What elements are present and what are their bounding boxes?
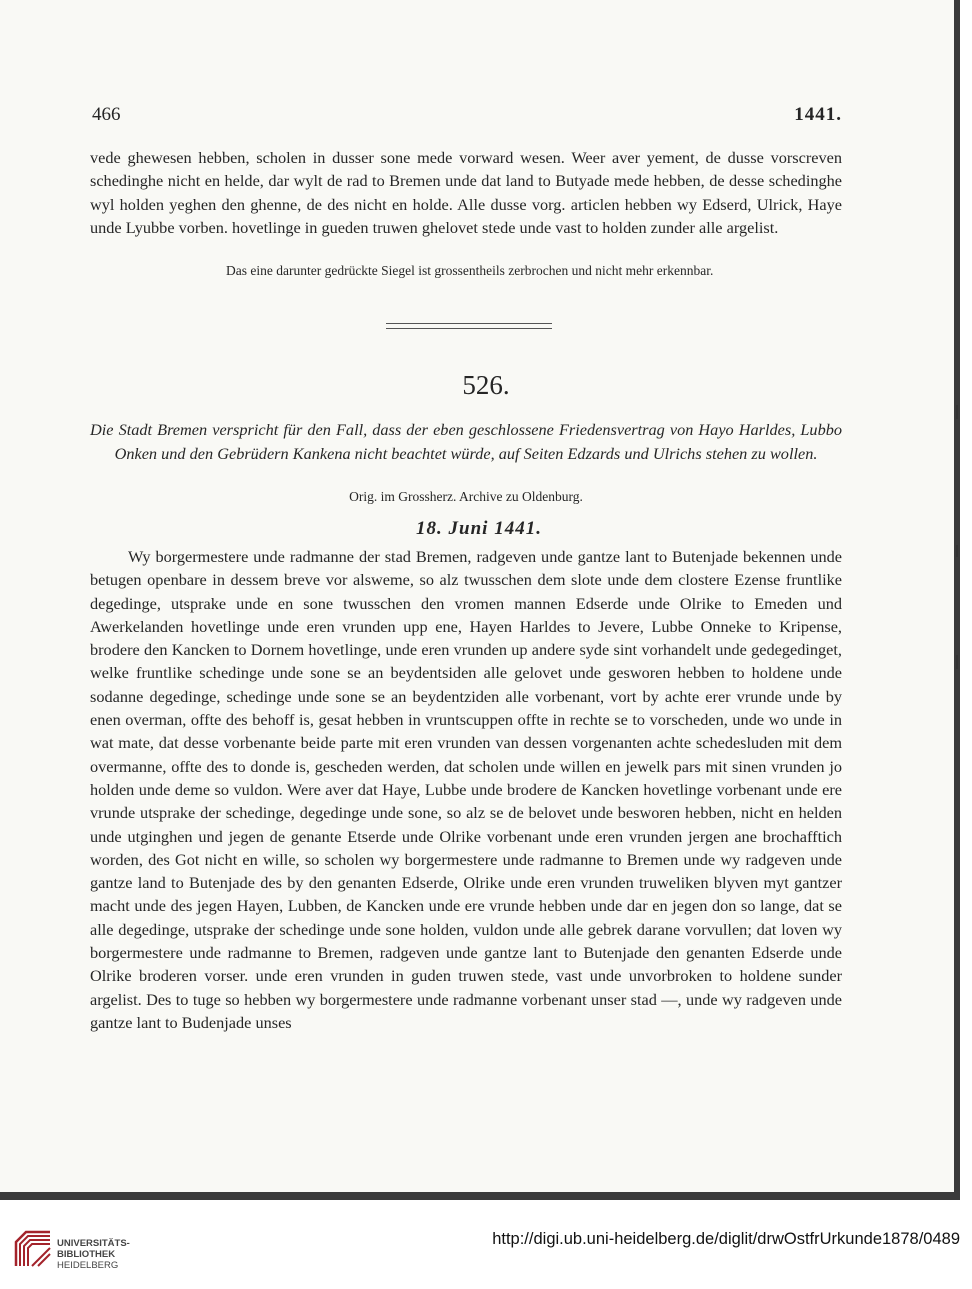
document-source: Orig. im Grossherz. Archive zu Oldenburg. — [349, 489, 583, 504]
university-library-logo-icon[interactable] — [12, 1228, 54, 1270]
scan-edge-mark — [956, 545, 958, 557]
seal-note: Das eine darunter gedrückte Siegel ist grossentheils zerbrochen und nicht mehr erkennbar. — [226, 263, 714, 278]
document-body — [90, 545, 842, 1034]
continuation-paragraph: vede ghewesen hebben, scholen in dusser sone mede vorward wesen. Weer aver yement, de dusse vorscreven schedinghe nicht en helde, dar wylt de rad to Bremen unde dat land to Butyade mede hebben, de desse schedinghe wyl holden yeghen den ghenne, de des nicht en holde. Alle dusse vorg. articlen hebben wy Edserd, Ulrick, Haye unde Lyubbe vorben. hovetlinge in gueden truwen ghelovet stede unde vast to holden zunder alle argelist. — [90, 148, 842, 237]
previous-document-ending — [90, 146, 842, 239]
scan-edge-mark — [956, 405, 958, 419]
library-name-line: UNIVERSITÄTS- — [57, 1238, 130, 1249]
body-paragraph: Wy borgermestere unde radmanne der stad Bremen, radgeven unde gantze lant to Butenjade bekennen unde betugen openbare in dessem breve vor alsweme, so alz twusschen dem slote unde dem clostere Ezense fruntlike degedinge, utsprake unde en sone twusschen den vromen mannen Edserde unde Olrike to Emeden und Awerkelanden hovetlinge unde eren vrunden upp ene, Hayen Harldes to Jevere, Lubbe Onneke to Kripense, brodere den Kancken to Dornem hovetlinge, unde eren vrunden up andere syde sint vorhandelt unde gedegedinget, welke fruntlike schedinge unde sone se an beydentsiden alle gelovet unde gesworen hebben to holdene unde sodanne degedinge, schedinge unde sone se an beydentziden alle vorbenant, vort by achte erer vrunde unde by enen overman, offte des behoff is, gesat hebben in vruntscuppen offte in rechte se to vorscheden, unde wo unde in wat mate, dat desse vorbenante beide parte mit eren vrunden van dessen vorgenanten achte schedesluden mit dem overmanne, offte des to donde is, gescheden werden, dat scholen unde willen en jewelk pars mit sinen vrunden jo holden unde deme so vuldon. Were aver dat Haye, Lubbe unde brodere de Kancken hovetlinge vorbenant unde ere vrunde utsprake der schedinge, degedinge unde sone, so alz se de belovet unde besworen hebben, nicht en helden unde utginghen und jegen de genante Etserde unde Olrike vorbenant unde eren vrunden jergen ane brochafftich worden, des Got nicht en wille, so scholen wy borgermestere unde radmanne to Bremen unde wy radgeven unde gantze land to Butenjade des by den genanten Edserde, Olrike unde eren vrunden truweliken blyven myt gantzer macht unde des jegen Hayen, Lubben, de Kancken unde ere vrunde hebben unde dar en jegen don so lange, dat se alle degedinge, utsprake der schedinge unde sone holden, vuldon unde alle gebrek darane vorvullen; dat loven wy borgermestere unde radmanne to Bremen, radgeven unde gantze lant to Butenjade den genanten Edserde unde Olrike broderen vorser. unde eren vrunden in guden truwen stede, vast unde unvorbroken to holdene sunder argelist. Des to tuge so hebben wy borgermestere unde radmanne vorbenant unser stad —, unde wy radgeven unde gantze lant to Budenjade unses — [90, 547, 842, 1032]
library-name-line: BIBLIOTHEK — [57, 1249, 116, 1260]
document-date: 18. Juni 1441. — [416, 518, 542, 539]
page-header — [92, 104, 842, 130]
section-divider — [386, 323, 552, 329]
library-name — [57, 1238, 130, 1271]
permalink-url[interactable]: http://digi.ub.uni-heidelberg.de/diglit/drwOstfrUrkunde1878/0489 — [492, 1230, 960, 1248]
document-number: 526. — [462, 370, 510, 400]
page-number: 466 — [92, 104, 121, 125]
running-year: 1441. — [794, 104, 842, 125]
viewer-footer — [0, 1210, 972, 1289]
document-summary: Die Stadt Bremen verspricht für den Fall, dass der eben geschlossene Friedensvertrag von Hayo Harldes, Lubbo Onken und den Gebrüdern Kankena nicht beachtet würde, auf Seiten Edzards und Ulrichs stehen zu wollen. — [90, 420, 842, 463]
library-name-line: HEIDELBERG — [57, 1260, 119, 1271]
scan-edge-mark — [956, 655, 958, 669]
